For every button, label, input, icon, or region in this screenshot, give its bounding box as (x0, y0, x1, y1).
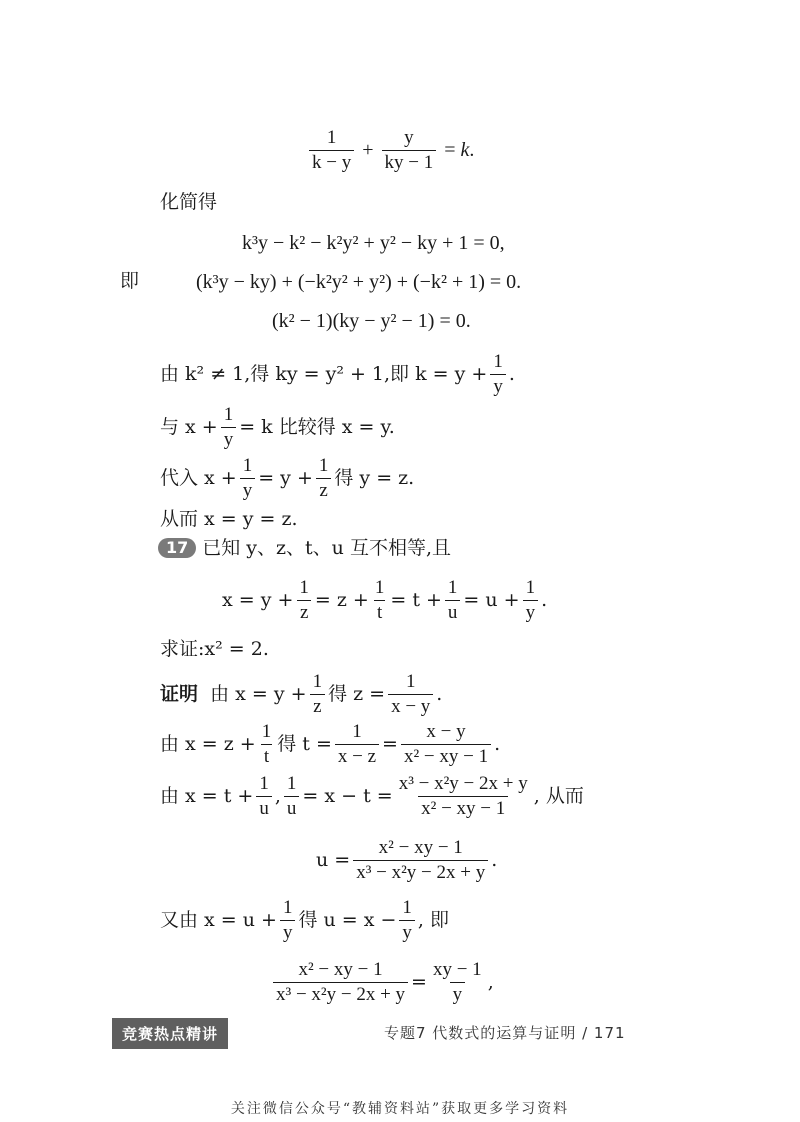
equation-line-18: $\frac{\text{x² − xy − 1}}{\text{x³ − x²y − 2x + y}}$ = $\frac{xy - 1}{y}$ , (270, 960, 494, 1005)
equation-line-11: x = y + $\frac{1}{z}$ = z + $\frac{1}{t}$ = t + $\frac{1}{u}$ = u + $\frac{1}{y}$ . (222, 577, 548, 623)
watermark-note: 关注微信公众号“教辅资料站”获取更多学习资料 (230, 1101, 570, 1117)
problem-number-badge: 17 (158, 538, 196, 558)
equation-line-5: (k² − 1)(ky − y² − 1) = 0. (272, 310, 471, 332)
equation-line-9: 从而 x = y = z. (160, 508, 298, 530)
equation-line-8: 代入 x + $\frac{1}{y}$ = y + $\frac{1}{z}$ 得 y = z. (160, 455, 415, 501)
fraction: $\frac{1}{u}$ (256, 774, 272, 819)
equation-line-17: 又由 x = u + $\frac{1}{y}$ 得 u = x − $\frac{1}{y}$ , 即 (160, 897, 449, 943)
fraction: $\frac{1}{y}$ (399, 898, 415, 943)
chapter-page-number: 专题7 代数式的运算与证明 / 171 (384, 1024, 626, 1042)
fraction: $\frac{1}{x - z}$ (335, 722, 379, 767)
equation-line-16: u = $\frac{\text{x² − xy − 1}}{\text{x³ − x²y − 2x + y}}$ . (316, 837, 498, 883)
fraction: $\frac{1}{x - y}$ (388, 672, 433, 717)
section-tag: 竞赛热点精讲 (112, 1018, 228, 1049)
fraction: $\frac{\text{x² − xy − 1}}{\text{x³ − x²y − 2x + y}}$ (273, 960, 408, 1005)
equation-line-6: 由 k² ≠ 1,得 ky = y² + 1,即 k = y + $\frac{1}{y}$ . (160, 351, 515, 397)
fraction: $\frac{\text{x² − xy − 1}}{\text{x³ − x²y − 2x + y}}$ (353, 838, 488, 883)
fraction: $\frac{1}{k - y}$ (309, 128, 354, 173)
fraction: $\frac{1}{y}$ (221, 405, 237, 450)
fraction: $\frac{1}{y}$ (240, 456, 256, 501)
fraction: $\frac{1}{u}$ (445, 578, 461, 623)
fraction: $\frac{1}{y}$ (280, 898, 296, 943)
fraction: $\frac{1}{y}$ (490, 352, 506, 397)
equation-line-7: 与 x + $\frac{1}{y}$ = k 比较得 x = y. (160, 404, 395, 450)
equation-line-15: 由 x = t + $\frac{1}{u}$ , $\frac{1}{u}$ = x − t = $\frac{\text{x³ − x²y − 2x + y}}{\text{x² − xy − 1}}$ , 从而 (160, 773, 584, 819)
prove-statement: 求证:x² = 2. (160, 638, 269, 660)
equation-line-1: $\frac{1}{k - y}$ + $\frac{y}{ky - 1}$ = k. (306, 128, 474, 173)
proof-label: 证明 (160, 682, 199, 705)
equation-line-14: 由 x = z + $\frac{1}{t}$ 得 t = $\frac{1}{x - z}$ = $\frac{x - y}{\text{x² − xy − 1}}$ . (160, 721, 501, 767)
problem-17-header: 17 已知 y、z、t、u 互不相等,且 (158, 538, 451, 558)
equation-line-4: (k³y − ky) + (−k²y² + y²) + (−k² + 1) = 0. (196, 271, 522, 293)
fraction: $\frac{1}{z}$ (296, 578, 312, 623)
fraction: $\frac{1}{z}$ (316, 456, 332, 501)
fraction: $\frac{1}{t}$ (374, 577, 385, 623)
fraction: $\frac{1}{y}$ (523, 578, 539, 623)
fraction: $\frac{y}{ky - 1}$ (382, 128, 437, 173)
text-ji: 即 (120, 270, 140, 292)
equation-line-13: 证明 由 x = y + $\frac{1}{z}$ 得 z = $\frac{1}{x - y}$ . (160, 671, 443, 717)
fraction: $\frac{xy - 1}{y}$ (432, 959, 482, 1005)
fraction: $\frac{1}{t}$ (261, 721, 272, 767)
equation-line-3: k³y − k² − k²y² + y² − ky + 1 = 0, (242, 232, 505, 254)
fraction: $\frac{x - y}{\text{x² − xy − 1}}$ (401, 722, 491, 767)
fraction: $\frac{1}{u}$ (284, 774, 300, 819)
fraction: $\frac{\text{x³ − x²y − 2x + y}}{\text{x² − xy − 1}}$ (398, 773, 528, 819)
fraction: $\frac{1}{z}$ (310, 672, 326, 717)
text-simplify: 化简得 (160, 191, 218, 213)
